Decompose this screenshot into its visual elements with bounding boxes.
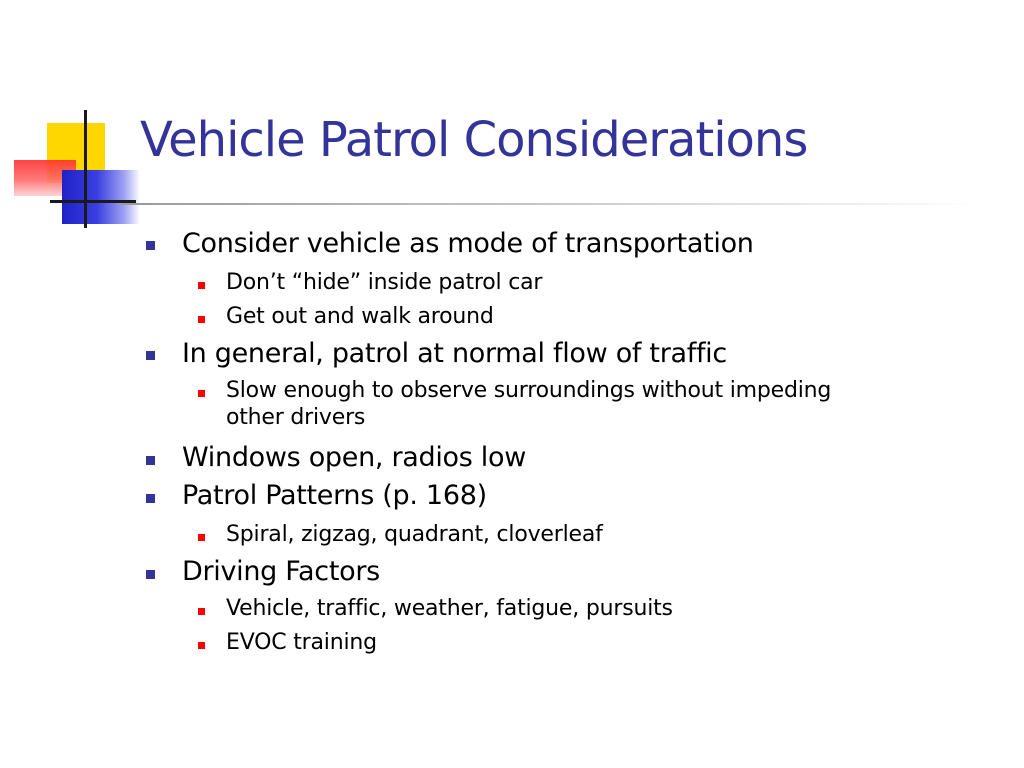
bullet-marker — [146, 351, 155, 360]
sub-bullet-item: EVOC training — [226, 630, 377, 655]
sub-bullet-item: Slow enough to observe surroundings without impeding — [226, 378, 832, 403]
bullet-item: Windows open, radios low — [182, 442, 527, 473]
slide-title: Vehicle Patrol Considerations — [140, 112, 808, 168]
sub-bullet-item: Spiral, zigzag, quadrant, cloverleaf — [226, 522, 603, 547]
sub-bullet-marker — [198, 390, 205, 397]
bullet-marker — [146, 570, 155, 579]
sub-bullet-marker — [198, 608, 205, 615]
sub-bullet-marker — [198, 316, 205, 323]
sub-bullet-item: Vehicle, traffic, weather, fatigue, pursuits — [226, 596, 673, 621]
bullet-item: In general, patrol at normal flow of traffic — [182, 338, 727, 369]
bullet-marker — [146, 456, 155, 465]
sub-bullet-marker — [198, 534, 205, 541]
bullet-item: Patrol Patterns (p. 168) — [182, 480, 487, 511]
sub-bullet-item: Don’t “hide” inside patrol car — [226, 270, 543, 295]
sub-bullet-item: Get out and walk around — [226, 304, 494, 329]
bullet-marker — [146, 494, 155, 503]
bullet-marker — [146, 241, 155, 250]
bullet-item: Consider vehicle as mode of transportation — [182, 228, 754, 259]
bullet-item: Driving Factors — [182, 556, 380, 587]
sub-bullet-item-continuation: other drivers — [226, 405, 366, 430]
sub-bullet-marker — [198, 642, 205, 649]
sub-bullet-marker — [198, 282, 205, 289]
